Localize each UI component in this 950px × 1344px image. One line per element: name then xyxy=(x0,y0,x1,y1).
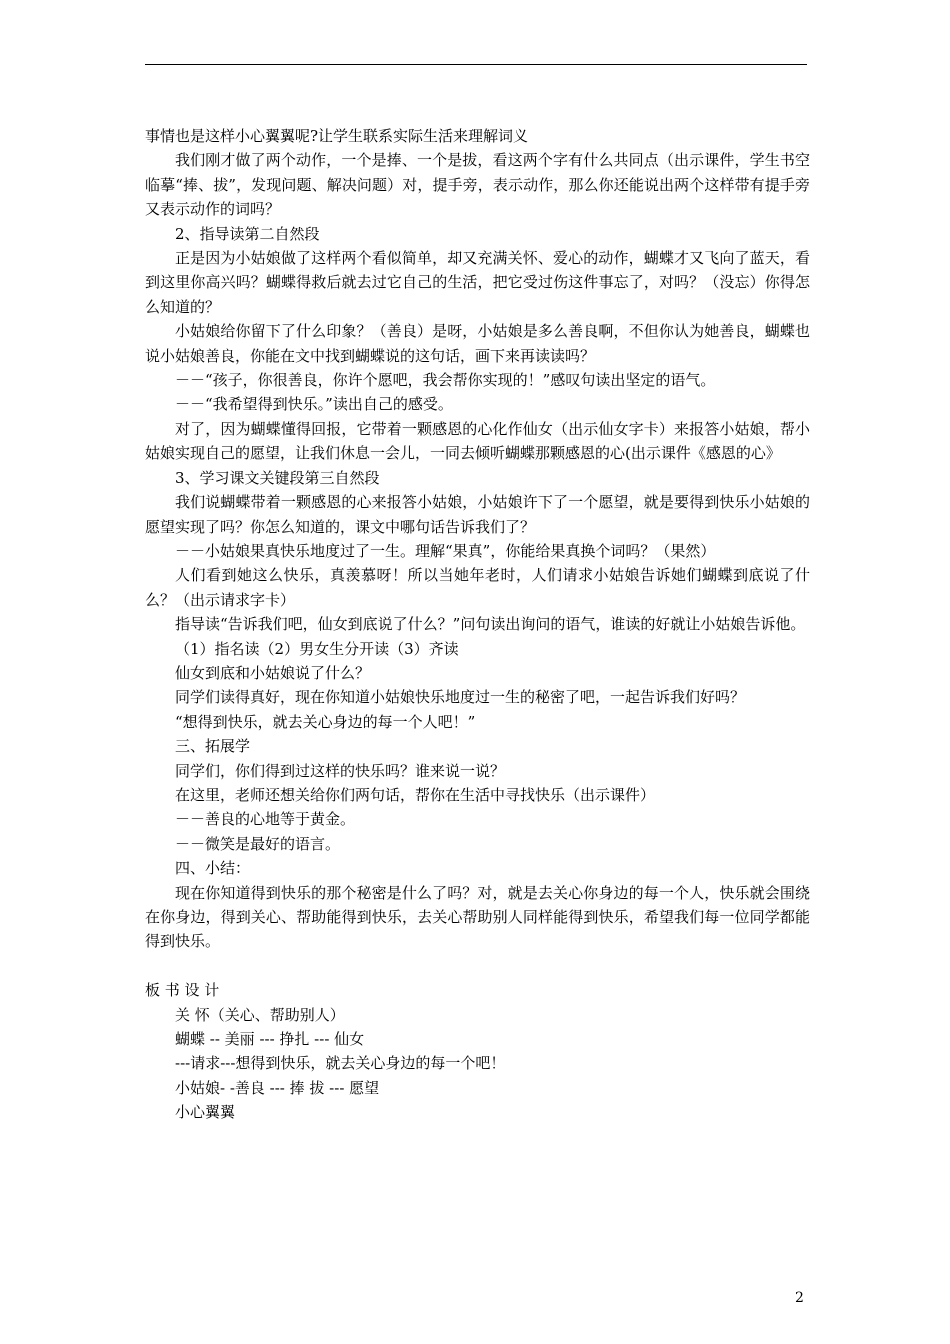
paragraph: －－善良的心地等于黄金。 xyxy=(175,810,356,829)
paragraph: 在这里，老师还想关给你们两句话，帮你在生活中寻找快乐（出示课件） xyxy=(175,785,656,804)
paragraph: ---请求---想得到快乐，就去关心身边的每一个吧！ xyxy=(175,1054,506,1073)
paragraph: “想得到快乐，就去关心身边的每一个人吧！” xyxy=(175,712,476,731)
paragraph: －－微笑是最好的语言。 xyxy=(175,834,341,853)
document-body xyxy=(145,124,810,1125)
paragraph: 仙女到底和小姑娘说了什么？ xyxy=(175,663,371,682)
paragraph: 四、小结： xyxy=(175,859,251,878)
paragraph: 我们刚才做了两个动作，一个是捧、一个是拔，看这两个字有什么共同点（出示课件，学生书空临摹“捧、拔”，发现问题、解决问题）对，提手旁，表示动作，那么你还能说出两个这样带有提手旁又表示动作的词吗？ xyxy=(145,151,810,219)
paragraph: 指导读“告诉我们吧，仙女到底说了什么？”问句读出询问的语气，谁读的好就让小姑娘告诉他。 xyxy=(175,615,806,634)
paragraph: 我们说蝴蝶带着一颗感恩的心来报答小姑娘，小姑娘许下了一个愿望，就是要得到快乐小姑娘的愿望实现了吗？你怎么知道的，课文中哪句话告诉我们了？ xyxy=(145,493,810,536)
paragraph: 小姑娘- -善良 --- 捧 拔 --- 愿望 xyxy=(175,1078,380,1097)
paragraph: 2、指导读第二自然段 xyxy=(175,224,320,243)
paragraph: 蝴蝶 -- 美丽 --- 挣扎 --- 仙女 xyxy=(175,1030,365,1049)
paragraph: 3、学习课文关键段第三自然段 xyxy=(175,468,380,487)
paragraph: －－“孩子，你很善良，你许个愿吧，我会帮你实现的！”感叹句读出坚定的语气。 xyxy=(175,371,716,390)
paragraph: 同学们读得真好，现在你知道小姑娘快乐地度过一生的秘密了吧，一起告诉我们好吗？ xyxy=(175,688,746,707)
paragraph: 对了，因为蝴蝶懂得回报，它带着一颗感恩的心化作仙女（出示仙女字卡）来报答小姑娘，帮小姑娘实现自己的愿望，让我们休息一会儿，一同去倾听蝴蝶那颗感恩的心(出示课件《感恩的心》 xyxy=(145,419,810,463)
paragraph: 小姑娘给你留下了什么印象？（善良）是呀，小姑娘是多么善良啊，不但你认为她善良，蝴蝶也说小姑娘善良，你能在文中找到蝴蝶说的这句话，画下来再读读吗？ xyxy=(145,322,810,365)
paragraph: 事情也是这样小心翼翼呢?让学生联系实际生活来理解词义 xyxy=(145,127,529,145)
paragraph: 小心翼翼 xyxy=(175,1103,236,1122)
paragraph: －－小姑娘果真快乐地度过了一生。理解“果真”，你能给果真换个词吗？（果然） xyxy=(175,541,716,560)
paragraph: 人们看到她这么快乐，真羡慕呀！所以当她年老时，人们请求小姑娘告诉她们蝴蝶到底说了什么？（出示请求字卡） xyxy=(145,566,810,609)
paragraph: 同学们，你们得到过这样的快乐吗？谁来说一说？ xyxy=(175,761,506,780)
paragraph xyxy=(145,954,810,978)
paragraph: （1）指名读（2）男女生分开读（3）齐读 xyxy=(175,639,459,658)
paragraph: －－“我希望得到快乐。”读出自己的感受。 xyxy=(175,395,453,414)
paragraph: 三、拓展学 xyxy=(175,737,251,756)
page-number: 2 xyxy=(795,1290,804,1306)
header-rule xyxy=(145,64,807,65)
paragraph: 板 书 设 计 xyxy=(145,981,220,1000)
paragraph: 现在你知道得到快乐的那个秘密是什么了吗？对，就是去关心你身边的每一个人，快乐就会围绕在你身边，得到关心、帮助能得到快乐，去关心帮助别人同样能得到快乐，希望我们每一位同学都能得到快乐。 xyxy=(145,883,810,951)
paragraph: 正是因为小姑娘做了这样两个看似简单，却又充满关怀、爱心的动作，蝴蝶才又飞向了蓝天，看到这里你高兴吗？蝴蝶得救后就去过它自己的生活，把它受过伤这件事忘了，对吗？（没忘）你得怎么知道的？ xyxy=(145,249,810,316)
paragraph: 关 怀（关心、帮助别人） xyxy=(175,1005,345,1024)
